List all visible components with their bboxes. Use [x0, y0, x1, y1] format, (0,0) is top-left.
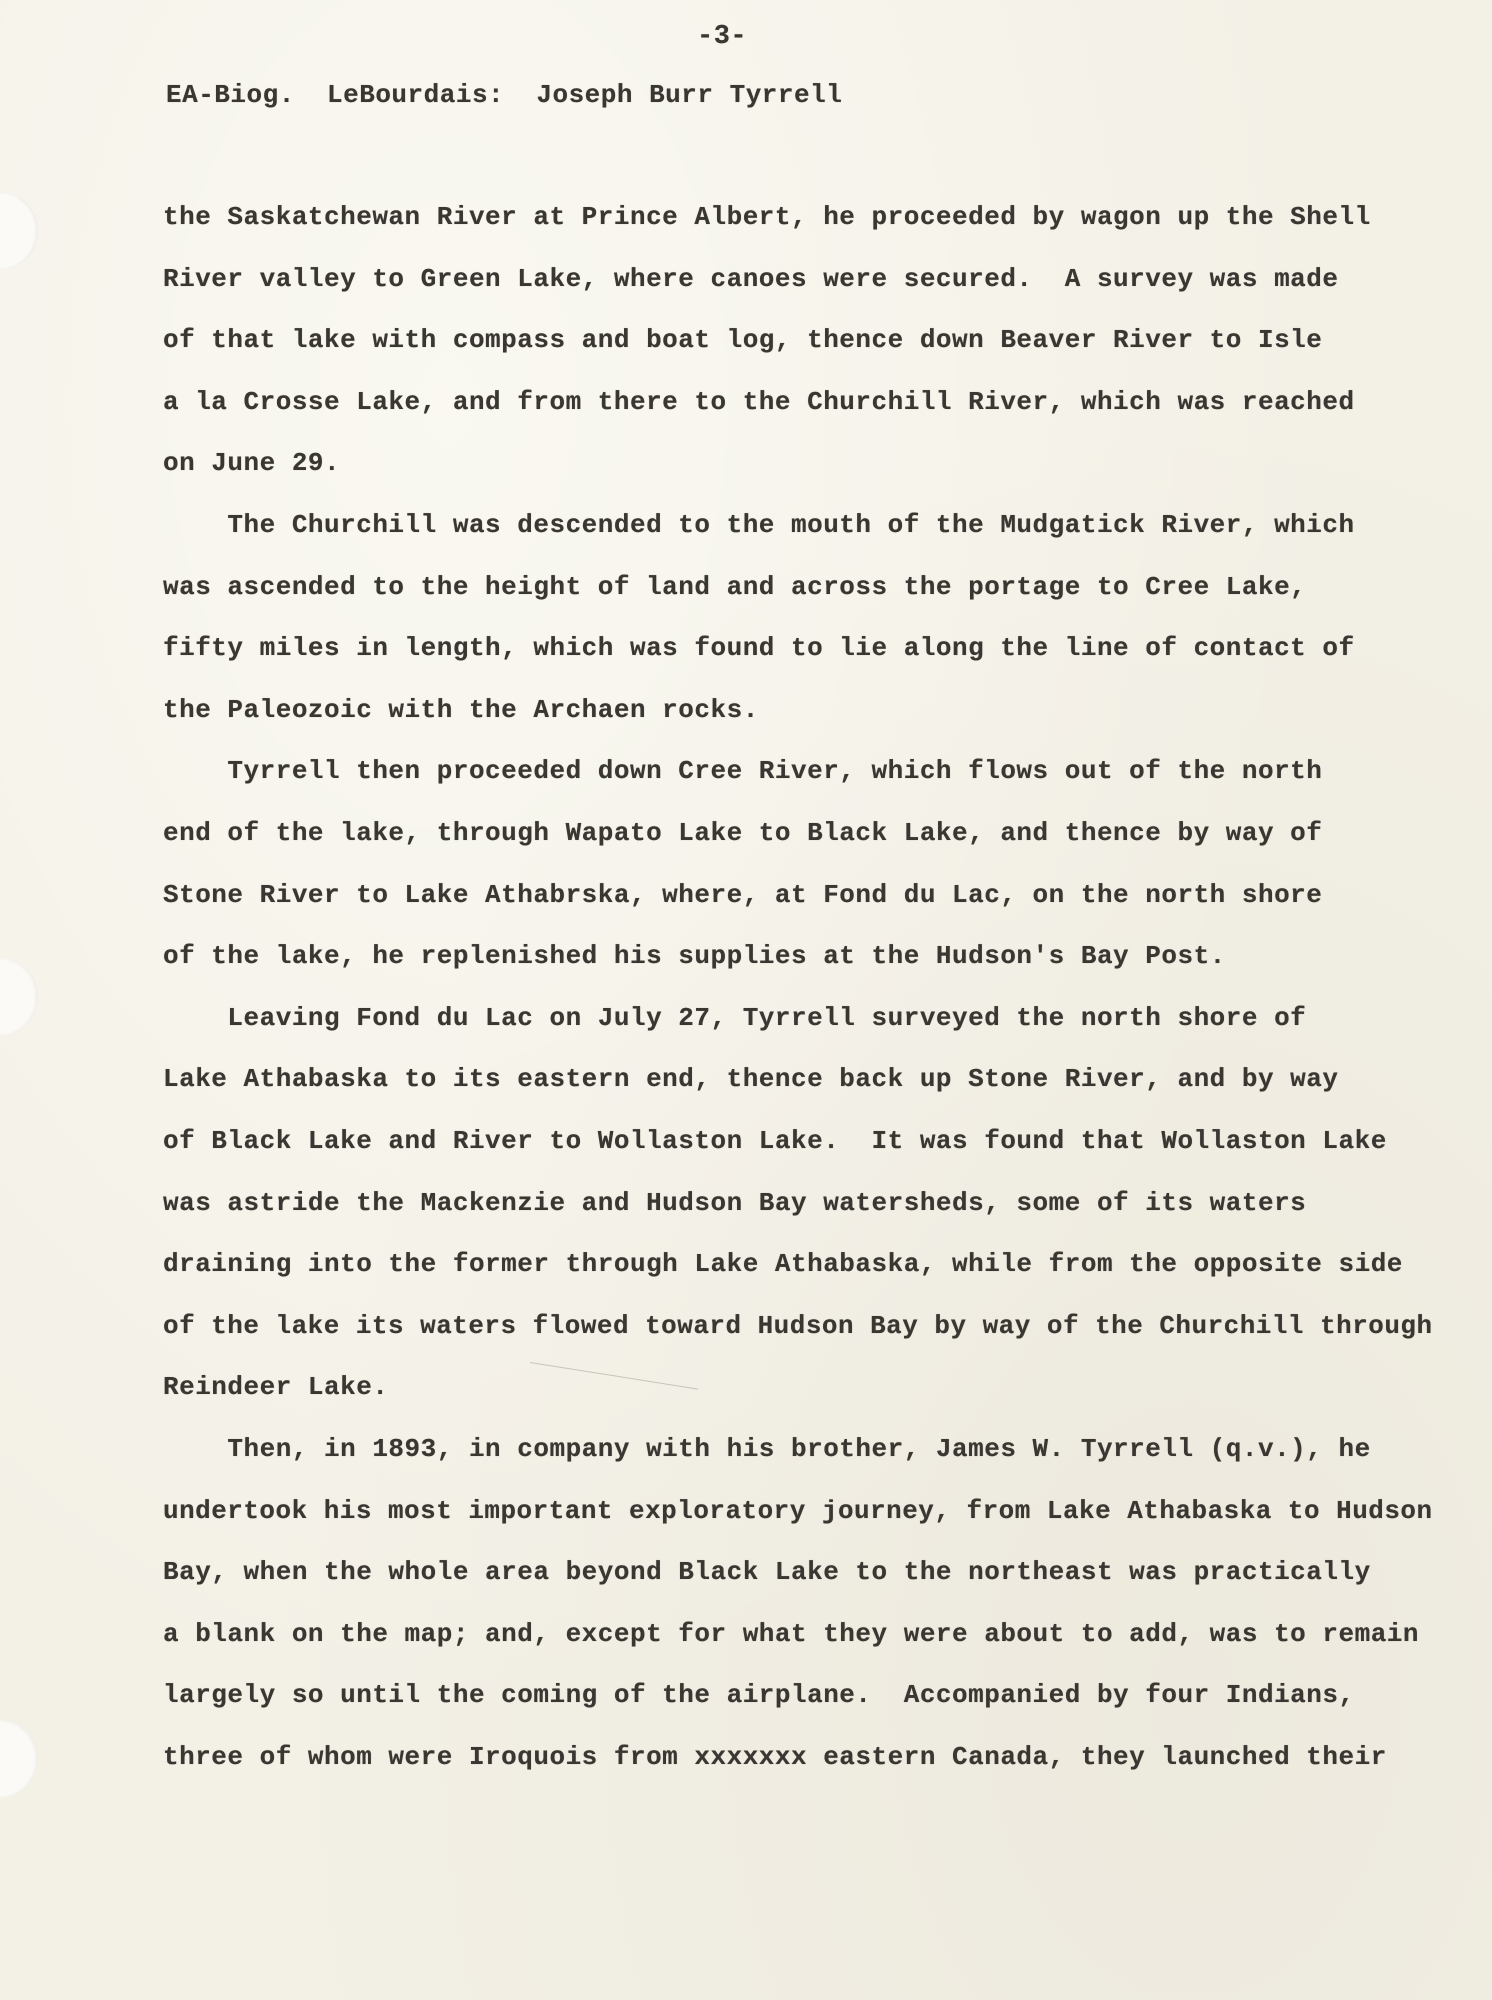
text-line: end of the lake, through Wapato Lake to Black Lake, and thence by way of: [163, 818, 1323, 848]
text-line: on June 29.: [163, 448, 341, 478]
page-number: -3-: [697, 22, 748, 52]
text-line: draining into the former through Lake Athabaska, while from the opposite side: [163, 1249, 1403, 1279]
text-line: undertook his most important exploratory journey, from Lake Athabaska to Hudson: [163, 1496, 1433, 1526]
text-line: largely so until the coming of the airplane. Accompanied by four Indians,: [163, 1680, 1355, 1710]
text-line: the Paleozoic with the Archaen rocks.: [163, 695, 759, 725]
text-line: of the lake its waters flowed toward Hudson Bay by way of the Churchill through: [163, 1311, 1433, 1341]
text-line: Lake Athabaska to its eastern end, thence back up Stone River, and by way: [163, 1064, 1339, 1094]
text-line: Leaving Fond du Lac on July 27, Tyrrell surveyed the north shore of: [163, 1003, 1307, 1033]
text-line: of that lake with compass and boat log, thence down Beaver River to Isle: [163, 325, 1323, 355]
text-line: Reindeer Lake.: [163, 1372, 389, 1402]
text-line: Bay, when the whole area beyond Black Lake to the northeast was practically: [163, 1557, 1371, 1587]
text-line: a blank on the map; and, except for what they were about to add, was to remain: [163, 1619, 1419, 1649]
text-line: Tyrrell then proceeded down Cree River, which flows out of the north: [163, 756, 1323, 786]
text-line: was ascended to the height of land and across the portage to Cree Lake,: [163, 572, 1307, 602]
text-line: of Black Lake and River to Wollaston Lake. It was found that Wollaston Lake: [163, 1126, 1387, 1156]
paper-crease-mark: [530, 1362, 698, 1390]
text-line: River valley to Green Lake, where canoes were secured. A survey was made: [163, 264, 1339, 294]
text-line: three of whom were Iroquois from xxxxxxx eastern Canada, they launched their: [163, 1742, 1387, 1772]
text-line: Stone River to Lake Athabrska, where, at Fond du Lac, on the north shore: [163, 880, 1323, 910]
binder-hole-bottom: [0, 1720, 38, 1798]
text-line: of the lake, he replenished his supplies at the Hudson's Bay Post.: [163, 941, 1226, 971]
text-line: a la Crosse Lake, and from there to the Churchill River, which was reached: [163, 387, 1355, 417]
text-line: The Churchill was descended to the mouth of the Mudgatick River, which: [163, 510, 1355, 540]
text-line: fifty miles in length, which was found to lie along the line of contact of: [163, 633, 1355, 663]
binder-hole-top: [0, 192, 38, 270]
page-header: EA-Biog. LeBourdais: Joseph Burr Tyrrell: [166, 80, 843, 110]
text-line: was astride the Mackenzie and Hudson Bay watersheds, some of its waters: [163, 1188, 1307, 1218]
text-line: Then, in 1893, in company with his brother, James W. Tyrrell (q.v.), he: [163, 1434, 1371, 1464]
binder-hole-middle: [0, 958, 38, 1036]
text-line: the Saskatchewan River at Prince Albert, he proceeded by wagon up the Shell: [163, 202, 1371, 232]
